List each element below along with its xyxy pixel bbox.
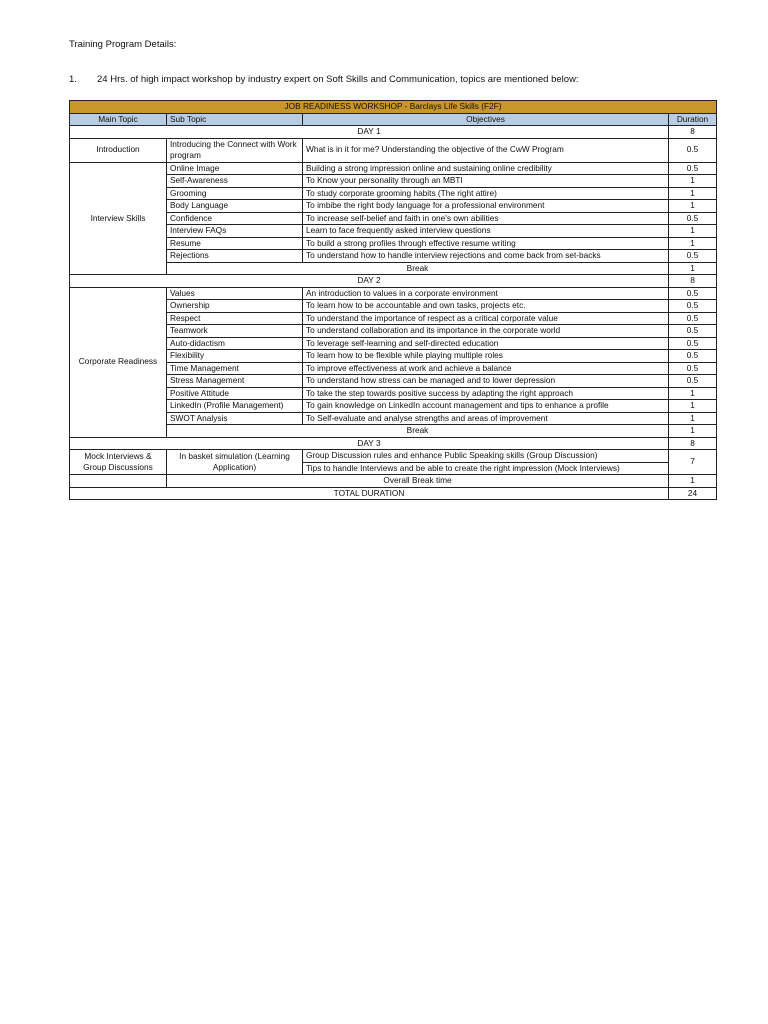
sub-topic: LinkedIn (Profile Management) (167, 400, 303, 413)
objective: Tips to handle Interviews and be able to create the right impression (Mock Interviews) (303, 462, 669, 475)
sub-topic: Self-Awareness (167, 175, 303, 188)
sub-topic: SWOT Analysis (167, 412, 303, 425)
sub-topic: Positive Attitude (167, 387, 303, 400)
duration: 1 (669, 412, 717, 425)
objective: To take the step towards positive success by adapting the right approach (303, 387, 669, 400)
point-text: 24 Hrs. of high impact workshop by industry expert on Soft Skills and Communication, topics are mentioned below: (97, 74, 579, 85)
sub-topic: Teamwork (167, 325, 303, 338)
objective: To understand collaboration and its importance in the corporate world (303, 325, 669, 338)
sub-topic: Grooming (167, 187, 303, 200)
sub-topic: Ownership (167, 300, 303, 313)
overall-break-label: Overall Break time (167, 475, 669, 488)
objective: To increase self-belief and faith in one's own abilities (303, 212, 669, 225)
objective: Building a strong impression online and sustaining online credibility (303, 162, 669, 175)
duration: 0.5 (669, 300, 717, 313)
main-topic-corporate-readiness: Corporate Readiness (70, 287, 167, 437)
sub-topic: Time Management (167, 362, 303, 375)
objective: To gain knowledge on LinkedIn account management and tips to enhance a profile (303, 400, 669, 413)
objective: To improve effectiveness at work and achieve a balance (303, 362, 669, 375)
day2-label: DAY 2 (70, 275, 669, 288)
sub-topic: Respect (167, 312, 303, 325)
duration: 1 (669, 387, 717, 400)
main-topic-mock-interviews: Mock Interviews & Group Discussions (70, 450, 167, 475)
sub-topic: In basket simulation (Learning Application) (167, 450, 303, 475)
objective: To imbibe the right body language for a professional environment (303, 200, 669, 213)
duration: 1 (669, 200, 717, 213)
header-duration: Duration (669, 113, 717, 126)
duration: 0.5 (669, 375, 717, 388)
duration: 1 (669, 175, 717, 188)
workshop-description (69, 74, 579, 85)
break-duration: 1 (669, 262, 717, 275)
objective: To learn how to be flexible while playing multiple roles (303, 350, 669, 363)
intro-heading: Training Program Details: (69, 39, 177, 50)
duration: 0.5 (669, 212, 717, 225)
total-duration-value: 24 (669, 487, 717, 500)
sub-topic: Values (167, 287, 303, 300)
duration: 0.5 (669, 250, 717, 263)
break-label: Break (167, 262, 669, 275)
day1-label: DAY 1 (70, 126, 669, 139)
sub-topic: Stress Management (167, 375, 303, 388)
sub-topic: Confidence (167, 212, 303, 225)
duration: 1 (669, 400, 717, 413)
duration: 0.5 (669, 162, 717, 175)
day3-duration: 8 (669, 437, 717, 450)
objective: To understand the importance of respect as a critical corporate value (303, 312, 669, 325)
sub-topic: Online Image (167, 162, 303, 175)
objective: To study corporate grooming habits (The right attire) (303, 187, 669, 200)
sub-topic: Interview FAQs (167, 225, 303, 238)
objective: To understand how to handle interview rejections and come back from set-backs (303, 250, 669, 263)
objective: Learn to face frequently asked interview questions (303, 225, 669, 238)
objective: To leverage self-learning and self-directed education (303, 337, 669, 350)
objective: To learn how to be accountable and own tasks, projects etc. (303, 300, 669, 313)
objective: To Self-evaluate and analyse strengths and areas of improvement (303, 412, 669, 425)
objective: An introduction to values in a corporate environment (303, 287, 669, 300)
main-topic-introduction: Introduction (70, 138, 167, 162)
objective: Group Discussion rules and enhance Public Speaking skills (Group Discussion) (303, 450, 669, 463)
break-duration: 1 (669, 425, 717, 438)
sub-topic: Rejections (167, 250, 303, 263)
workshop-table (69, 100, 717, 500)
sub-topic: Flexibility (167, 350, 303, 363)
table-title: JOB READINESS WORKSHOP - Barclays Life Skills (F2F) (70, 101, 717, 114)
header-main-topic: Main Topic (70, 113, 167, 126)
break-label: Break (167, 425, 669, 438)
overall-break-duration: 1 (669, 475, 717, 488)
sub-topic: Auto-didactism (167, 337, 303, 350)
objective: To understand how stress can be managed and to lower depression (303, 375, 669, 388)
duration: 7 (669, 450, 717, 475)
day1-duration: 8 (669, 126, 717, 139)
duration: 1 (669, 237, 717, 250)
duration: 0.5 (669, 312, 717, 325)
main-topic-interview-skills: Interview Skills (70, 162, 167, 275)
sub-topic: Introducing the Connect with Work program (167, 138, 303, 162)
sub-topic: Body Language (167, 200, 303, 213)
objective: To Know your personality through an MBTI (303, 175, 669, 188)
duration: 0.5 (669, 287, 717, 300)
duration: 0.5 (669, 350, 717, 363)
duration: 0.5 (669, 362, 717, 375)
sub-topic: Resume (167, 237, 303, 250)
day2-duration: 8 (669, 275, 717, 288)
duration: 0.5 (669, 325, 717, 338)
objective: To build a strong profiles through effective resume writing (303, 237, 669, 250)
duration: 0.5 (669, 138, 717, 162)
day3-label: DAY 3 (70, 437, 669, 450)
point-number: 1. (69, 74, 77, 85)
duration: 1 (669, 187, 717, 200)
objective: What is in it for me? Understanding the objective of the CwW Program (303, 138, 669, 162)
duration: 1 (669, 225, 717, 238)
header-sub-topic: Sub Topic (167, 113, 303, 126)
header-objectives: Objectives (303, 113, 669, 126)
total-duration-label: TOTAL DURATION (70, 487, 669, 500)
duration: 0.5 (669, 337, 717, 350)
